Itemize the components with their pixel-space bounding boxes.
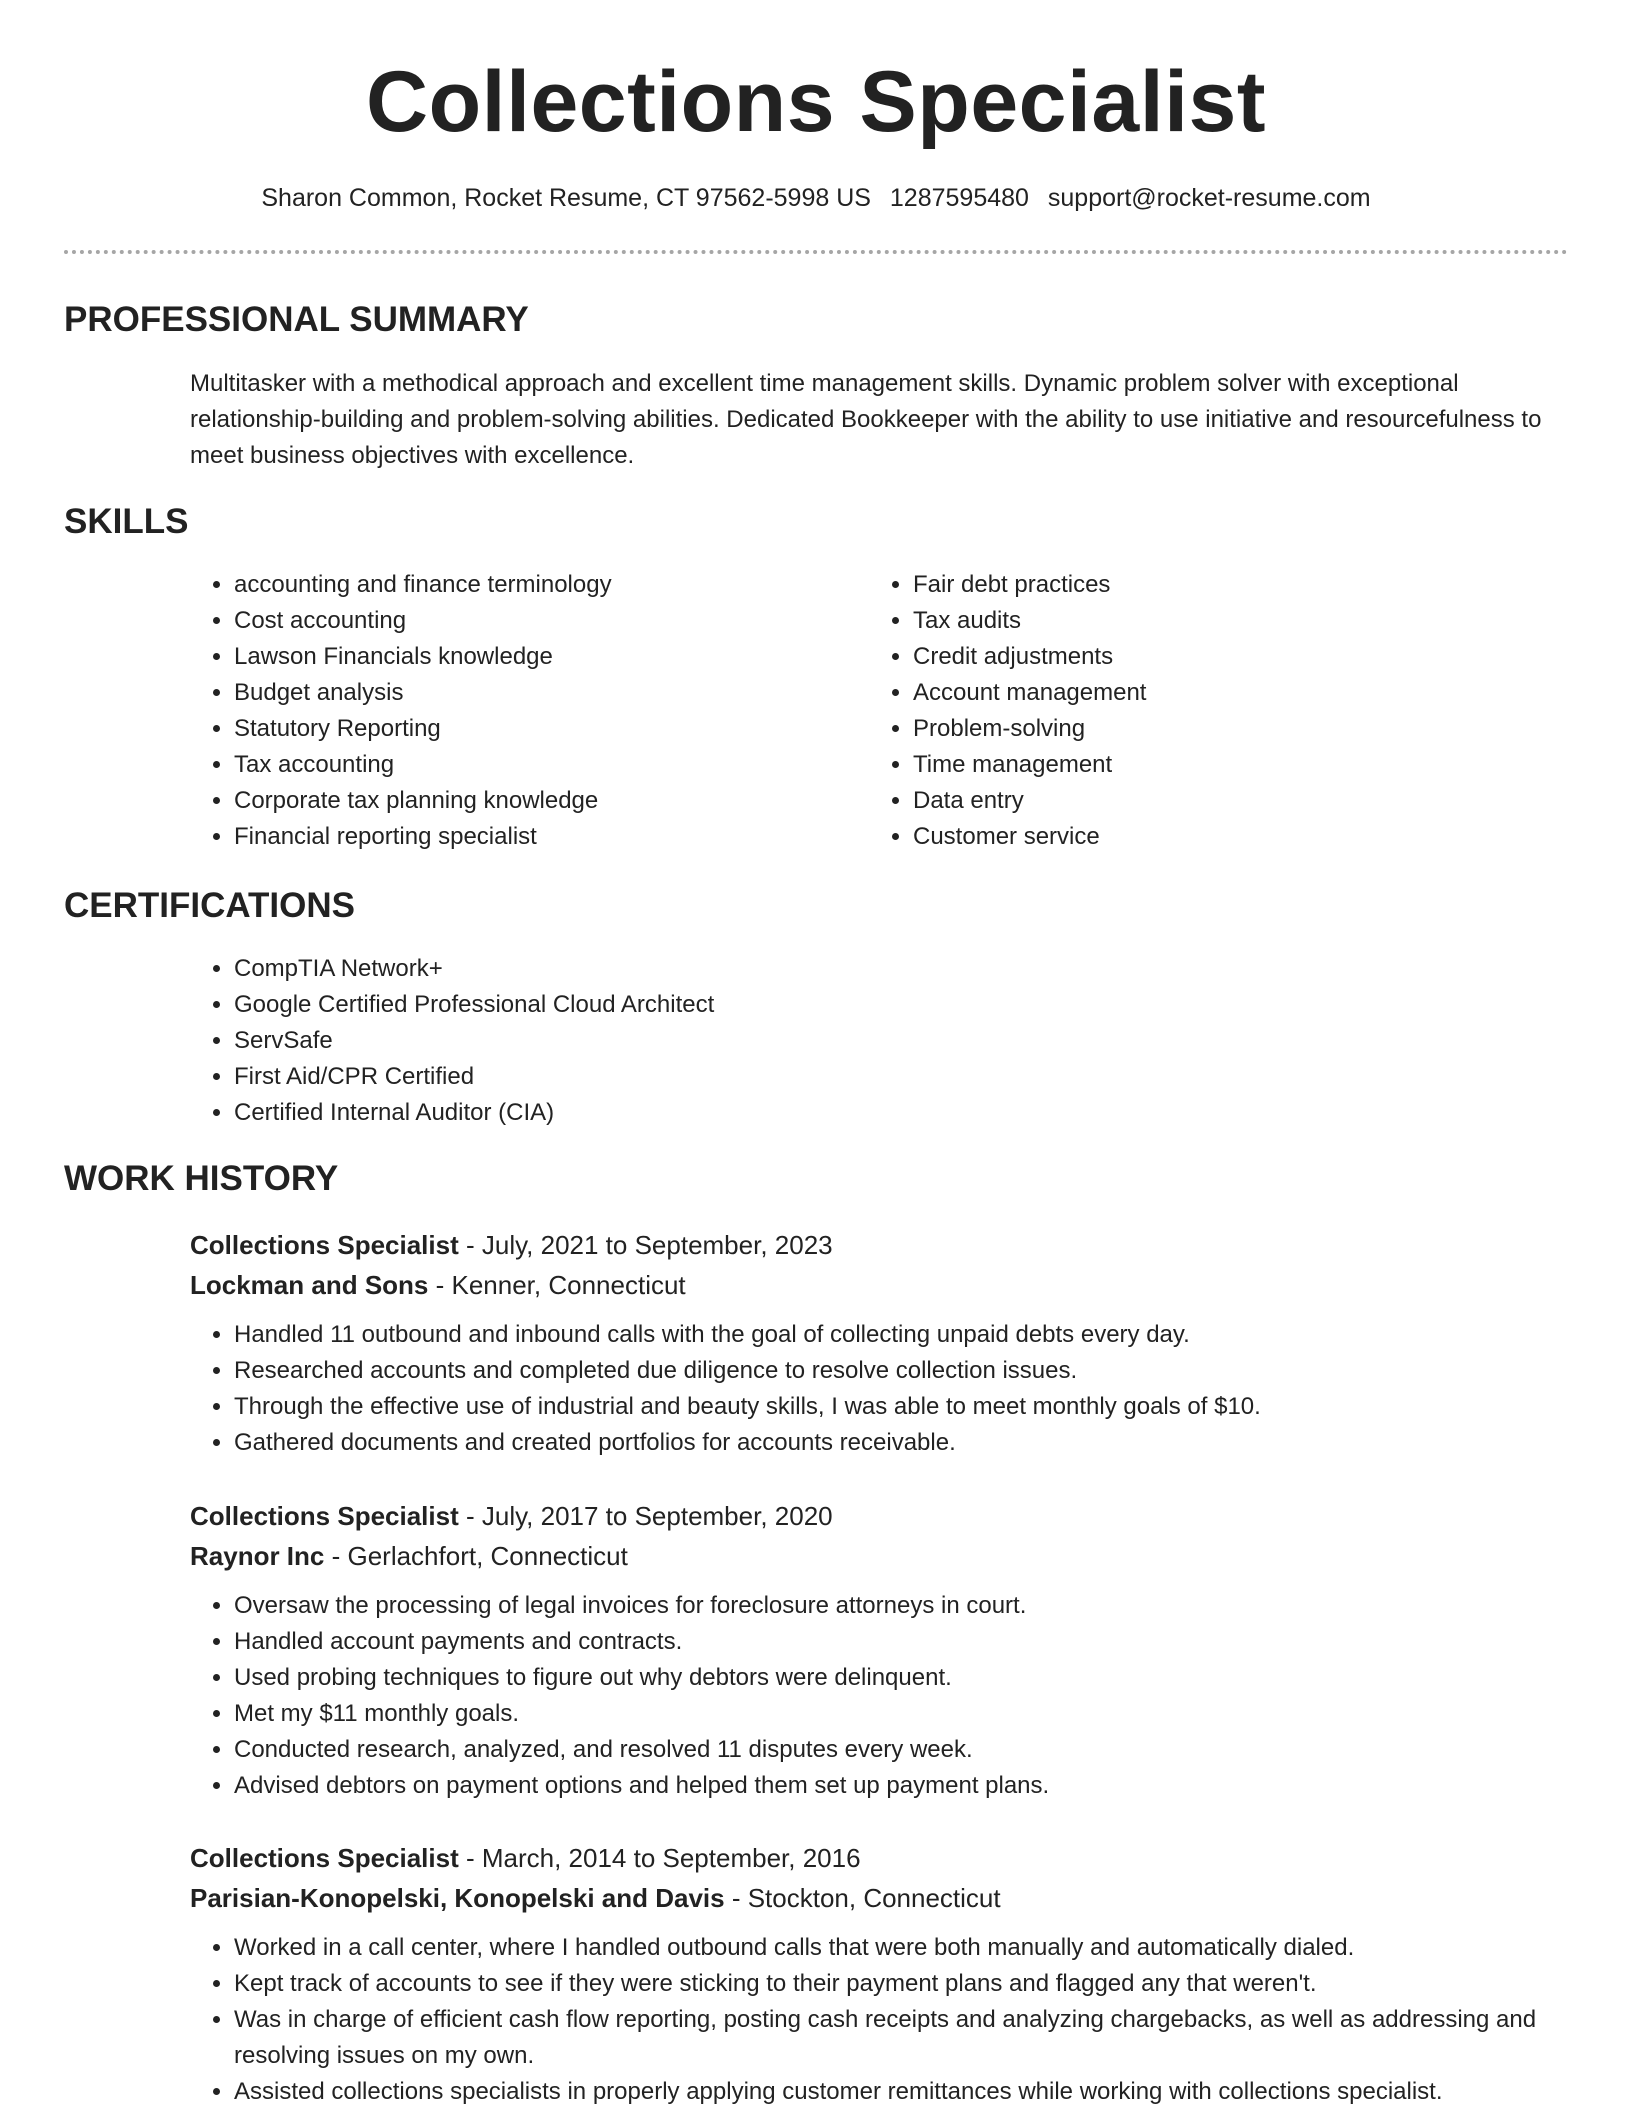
- job-bullet: • Kept track of accounts to see if they were sticking to their payment plans and flagged any that weren't.: [234, 1966, 1580, 2002]
- job-bullet: • Assisted collections specialists in properly applying customer remittances while working with collections specialist.: [234, 2074, 1580, 2110]
- job-title: Collections Specialist: [190, 1501, 459, 1531]
- job-location: - Gerlachfort, Connecticut: [324, 1541, 628, 1571]
- job-dates: - July, 2021 to September, 2023: [458, 1230, 833, 1260]
- skill-item: • Time management: [913, 747, 1489, 783]
- work-history-heading: WORK HISTORY: [64, 1159, 339, 1198]
- skill-item: • Corporate tax planning knowledge: [234, 783, 810, 819]
- skill-item: • Statutory Reporting: [234, 711, 810, 747]
- job-bullet: • Advised debtors on payment options and helped them set up payment plans.: [234, 1768, 1580, 1804]
- job-bullet: • Was in charge of efficient cash flow reporting, posting cash receipts and analyzing chargebacks, as well as addressing and resolving issues on my own.: [234, 2002, 1580, 2074]
- contact-address: Sharon Common, Rocket Resume, CT 97562-5998 US: [261, 184, 871, 212]
- job-bullets: [190, 1588, 1580, 1804]
- job-title: Collections Specialist: [190, 1230, 459, 1260]
- skill-item: • Financial reporting specialist: [234, 819, 810, 855]
- job-title-line: [190, 1496, 1580, 1536]
- skill-item: • Account management: [913, 675, 1489, 711]
- skill-item: • accounting and finance terminology: [234, 567, 810, 603]
- skill-item: • Problem-solving: [913, 711, 1489, 747]
- skill-item: • Credit adjustments: [913, 639, 1489, 675]
- job-bullet: • Researched accounts and completed due diligence to resolve collection issues.: [234, 1353, 1580, 1389]
- skills-heading: SKILLS: [64, 502, 189, 541]
- job-bullets: [190, 1317, 1580, 1461]
- job-entry-3: [190, 1838, 1580, 2110]
- job-company: Raynor Inc: [190, 1541, 325, 1571]
- job-bullet: • Oversaw the processing of legal invoices for foreclosure attorneys in court.: [234, 1588, 1580, 1624]
- contact-email: support@rocket-resume.com: [1047, 184, 1371, 212]
- job-company: Parisian-Konopelski, Konopelski and Davis: [190, 1883, 725, 1913]
- job-company-line: [190, 1536, 1580, 1576]
- job-bullet: • Handled 11 outbound and inbound calls with the goal of collecting unpaid debts every day.: [234, 1317, 1580, 1353]
- skill-item: • Budget analysis: [234, 675, 810, 711]
- skill-item: • Fair debt practices: [913, 567, 1489, 603]
- certification-item: • First Aid/CPR Certified: [234, 1059, 1090, 1095]
- skills-list-1: [190, 567, 810, 855]
- job-location: - Kenner, Connecticut: [428, 1270, 686, 1300]
- summary-text: Multitasker with a methodical approach and excellent time management skills. Dynamic problem solver with exceptional relationship-building and problem-solving abilities. Dedicated Bookkeeper with the ability to use initiative and resourcefulness to meet business objectives with excellence.: [190, 370, 1542, 469]
- contact-phone: 1287595480: [889, 184, 1029, 212]
- job-bullet: • Through the effective use of industrial and beauty skills, I was able to meet monthly goals of $10.: [234, 1389, 1580, 1425]
- job-title: Collections Specialist: [190, 1843, 459, 1873]
- skill-item: • Lawson Financials knowledge: [234, 639, 810, 675]
- job-company-line: [190, 1265, 1580, 1305]
- job-bullet: • Conducted research, analyzed, and resolved 11 disputes every week.: [234, 1732, 1580, 1768]
- job-company-line: [190, 1878, 1580, 1918]
- job-dates: - March, 2014 to September, 2016: [458, 1843, 861, 1873]
- job-entry-2: [190, 1496, 1580, 1804]
- skill-item: • Cost accounting: [234, 603, 810, 639]
- summary-heading: PROFESSIONAL SUMMARY: [64, 300, 529, 339]
- certifications-list: [190, 951, 1090, 1131]
- job-entry-1: [190, 1225, 1580, 1461]
- job-dates: - July, 2017 to September, 2020: [458, 1501, 833, 1531]
- job-company: Lockman and Sons: [190, 1270, 429, 1300]
- job-title-line: [190, 1225, 1580, 1265]
- skills-column-2: [869, 567, 1489, 855]
- skill-item: • Customer service: [913, 819, 1489, 855]
- contact-line: [0, 180, 1632, 216]
- job-bullets: [190, 1930, 1580, 2110]
- skill-item: • Tax accounting: [234, 747, 810, 783]
- certification-item: • Certified Internal Auditor (CIA): [234, 1095, 1090, 1131]
- certification-item: • ServSafe: [234, 1023, 1090, 1059]
- job-bullet: • Used probing techniques to figure out why debtors were delinquent.: [234, 1660, 1580, 1696]
- certification-item: • CompTIA Network+: [234, 951, 1090, 987]
- skills-column-1: [190, 567, 810, 855]
- resume-title: Collections Specialist: [366, 54, 1266, 150]
- job-bullet: • Handled account payments and contracts.: [234, 1624, 1580, 1660]
- certification-item: • Google Certified Professional Cloud Architect: [234, 987, 1090, 1023]
- skill-item: • Tax audits: [913, 603, 1489, 639]
- job-bullet: • Worked in a call center, where I handled outbound calls that were both manually and automatically dialed.: [234, 1930, 1580, 1966]
- job-title-line: [190, 1838, 1580, 1878]
- job-location: - Stockton, Connecticut: [724, 1883, 1001, 1913]
- certifications-heading: CERTIFICATIONS: [64, 886, 356, 925]
- header-divider: [64, 250, 1568, 254]
- certifications-bullets: [190, 951, 1090, 1131]
- skills-list-2: [869, 567, 1489, 855]
- job-bullet: • Met my $11 monthly goals.: [234, 1696, 1580, 1732]
- skill-item: • Data entry: [913, 783, 1489, 819]
- job-bullet: • Gathered documents and created portfolios for accounts receivable.: [234, 1425, 1580, 1461]
